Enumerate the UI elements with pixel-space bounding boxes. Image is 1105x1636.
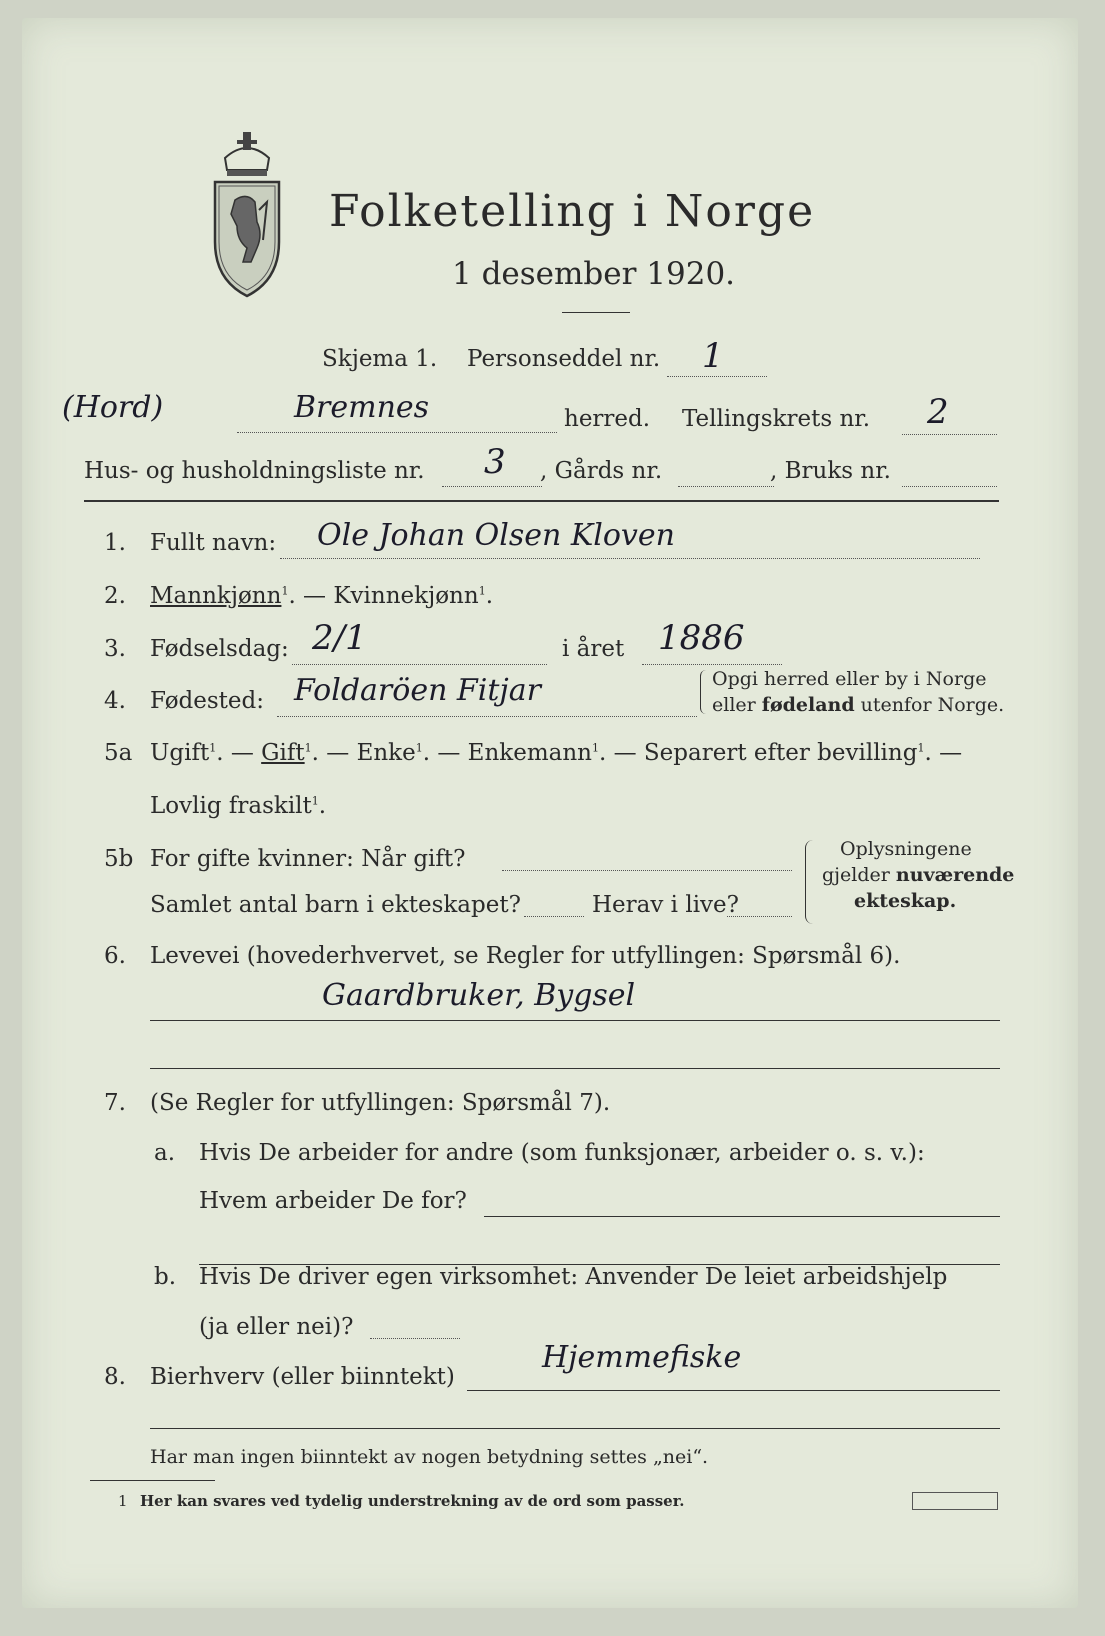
footnote-rule [90, 1480, 215, 1481]
q5b-number: 5b [104, 846, 134, 872]
q3-birthday-value: 2/1 [312, 618, 367, 658]
q4-brace [700, 670, 709, 714]
footnote-mark: 1 [118, 1492, 128, 1510]
q2-mann: Mannkjønn [150, 583, 282, 609]
q5a-number: 5a [104, 740, 133, 766]
q3-year-value: 1886 [658, 618, 745, 658]
herred-label: herred. [564, 406, 651, 432]
printer-stamp-icon [912, 1492, 998, 1510]
tellingskrets-line [902, 434, 997, 435]
tellingskrets-value: 2 [927, 392, 949, 432]
coat-of-arms-icon [207, 130, 287, 300]
title-divider [562, 312, 630, 313]
q6-occupation-value: Gaardbruker, Bygsel [322, 978, 636, 1013]
q5b-label1: For gifte kvinner: Når gift? [150, 846, 466, 872]
gards-line [678, 486, 774, 487]
q7b-label2: (ja eller nei)? [199, 1314, 354, 1340]
q3-number: 3. [104, 636, 126, 662]
q1-fullname-value: Ole Johan Olsen Kloven [317, 518, 675, 553]
q7-number: 7. [104, 1090, 126, 1116]
tellingskrets-label: Tellingskrets nr. [682, 406, 871, 432]
q3-line [292, 664, 547, 665]
q5a-options: Ugift$^1$. — Gift$^1$. — Enke$^1$. — Enkemann$^1$. — Separert efter bevilling$^1$. — [150, 740, 963, 766]
q1-number: 1. [104, 530, 126, 556]
q2-number: 2. [104, 583, 126, 609]
q7a-number: a. [154, 1140, 176, 1166]
q7b-label: Hvis De driver egen virksomhet: Anvender De leiet arbeidshjelp [199, 1264, 948, 1290]
hus-value: 3 [484, 442, 506, 482]
footer-note: Har man ingen biinntekt av nogen betydning settes „nei“. [150, 1446, 709, 1468]
q5b-line1 [502, 870, 792, 871]
q5b-brace [805, 840, 816, 924]
q7b-number: b. [154, 1264, 177, 1290]
q5b-note3: ekteskap. [854, 890, 957, 912]
q3-label: Fødselsdag: [150, 636, 289, 662]
q6-line2 [150, 1068, 1000, 1069]
q3-year-line [642, 664, 782, 665]
q4-line [277, 716, 697, 717]
q5a-gift: Gift [261, 740, 305, 766]
q7a-line1 [484, 1216, 1000, 1217]
personseddel-label: Personseddel nr. [467, 346, 661, 372]
q7a-label2: Hvem arbeider De for? [199, 1188, 467, 1214]
q4-note-line1: Opgi herred eller by i Norge [712, 668, 987, 690]
q8-side-income-value: Hjemmefiske [542, 1340, 742, 1375]
q5b-line2 [524, 916, 584, 917]
q3-year-label: i året [562, 636, 625, 662]
form-title: Folketelling i Norge [329, 186, 816, 237]
q4-number: 4. [104, 688, 126, 714]
herred-line [237, 432, 557, 433]
q7-label: (Se Regler for utfyllingen: Spørsmål 7). [150, 1090, 611, 1116]
q8-line1 [467, 1390, 1000, 1391]
bruks-line [902, 486, 997, 487]
q2-gender: Mannkjønn$^1$. — Kvinnekjønn$^1$. [150, 583, 493, 609]
bruks-label: , Bruks nr. [770, 458, 891, 484]
q5b-line3 [727, 916, 792, 917]
footnote-text: Her kan svares ved tydelig understrekning av de ord som passer. [140, 1492, 685, 1510]
personseddel-value: 1 [702, 336, 724, 376]
q5b-note1: Oplysningene [840, 838, 972, 860]
census-form [22, 18, 1078, 1608]
personseddel-line [667, 376, 767, 377]
census-date: 1 desember 1920. [452, 256, 736, 292]
q6-line1 [150, 1020, 1000, 1021]
q5b-label2: Samlet antal barn i ekteskapet? [150, 892, 521, 918]
q5a-fraskilt: Lovlig fraskilt$^1$. [150, 793, 327, 819]
q4-label: Fødested: [150, 688, 265, 714]
hus-line [442, 486, 542, 487]
q4-birthplace-value: Foldaröen Fitjar [294, 673, 541, 708]
q4-note-line2: eller fødeland utenfor Norge. [712, 694, 1005, 716]
q6-number: 6. [104, 943, 126, 969]
q7a-label: Hvis De arbeider for andre (som funksjonær, arbeider o. s. v.): [199, 1140, 925, 1166]
county-handwritten: (Hord) [62, 390, 164, 425]
hus-label: Hus- og husholdningsliste nr. [84, 458, 425, 484]
q6-label: Levevei (hovederhvervet, se Regler for utfyllingen: Spørsmål 6). [150, 943, 901, 969]
q1-line [280, 558, 980, 559]
q8-label: Bierhverv (eller biinntekt) [150, 1364, 455, 1390]
q2-kvinne: Kvinnekjønn [333, 583, 479, 609]
q1-label: Fullt navn: [150, 530, 277, 556]
q8-line2 [150, 1428, 1000, 1429]
q7b-line [370, 1338, 460, 1339]
gards-label: , Gårds nr. [540, 458, 663, 484]
q5b-label3: Herav i live? [592, 892, 739, 918]
skjema-label: Skjema 1. [322, 346, 438, 372]
q5b-note2: gjelder nuværende [822, 864, 1015, 886]
herred-value: Bremnes [294, 390, 430, 425]
header-separator [84, 500, 999, 502]
q8-number: 8. [104, 1364, 126, 1390]
